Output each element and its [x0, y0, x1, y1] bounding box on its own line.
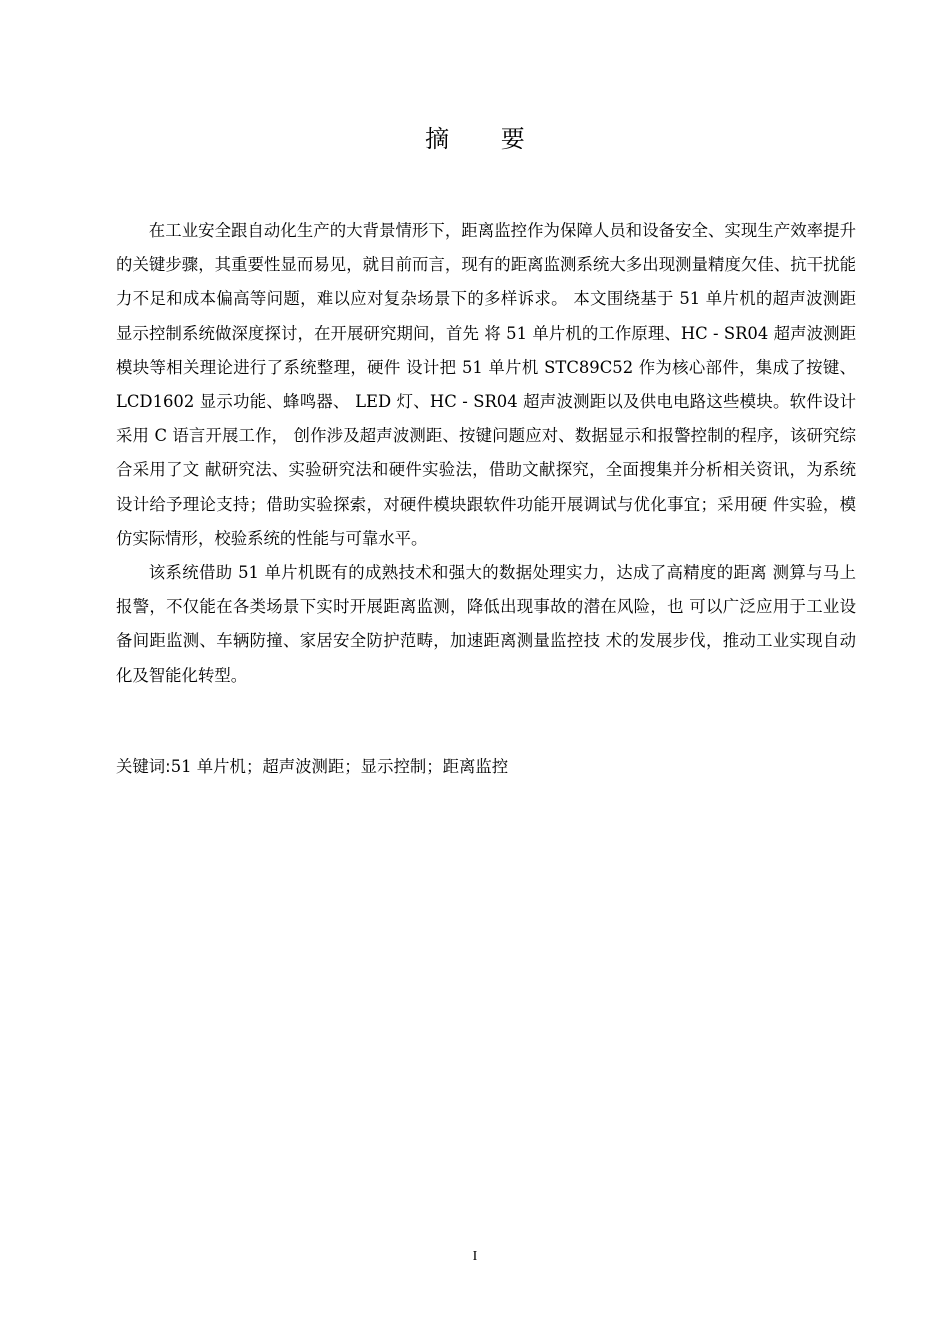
abstract-paragraph-1: 在工业安全跟自动化生产的大背景情形下，距离监控作为保障人员和设备安全、实现生产效率提升的关键步骤，其重要性显而易见，就目前而言，现有的距离监测系统大多出现测量精度欠佳、抗干扰能力不足和成本偏高等问题，难以应对复杂场景下的多样诉求。 本文围绕基于 51 单片机的超声波测距显示控制系统做深度探讨，在开展研究期间，首先 将 51 单片机的工作原理、HC - SR04 超声波测距模块等相关理论进行了系统整理，硬件 设计把 51 单片机 STC89C52 作为核心部件，集成了按键、LCD1602 显示功能、蜂鸣器、 LED 灯、HC - SR04 超声波测距以及供电电路这些模块。软件设计采用 C 语言开展工作， 创作涉及超声波测距、按键问题应对、数据显示和报警控制的程序，该研究综合采用了文 献研究法、实验研究法和硬件实验法，借助文献探究，全面搜集并分析相关资讯，为系统 设计给予理论支持；借助实验探索，对硬件模块跟软件功能开展调试与优化事宜；采用硬 件实验，模仿实际情形，校验系统的性能与可靠水平。 [116, 221, 856, 548]
keywords-label: 关键词: [116, 757, 171, 776]
keywords-line [116, 752, 856, 782]
abstract-paragraph-2: 该系统借助 51 单片机既有的成熟技术和强大的数据处理实力，达成了高精度的距离 测算与马上报警，不仅能在各类场景下实时开展距离监测，降低出现事故的潜在风险，也 可以广泛应用于工业设备间距监测、车辆防撞、家居安全防护范畴，加速距离测量监控技 术的发展步伐，推动工业实现自动化及智能化转型。 [116, 563, 856, 685]
keywords-value: 51 单片机；超声波测距；显示控制；距离监控 [170, 757, 509, 776]
page-number: I [472, 1249, 478, 1264]
abstract-body [116, 214, 856, 693]
page-title: 摘 要 [425, 125, 547, 153]
